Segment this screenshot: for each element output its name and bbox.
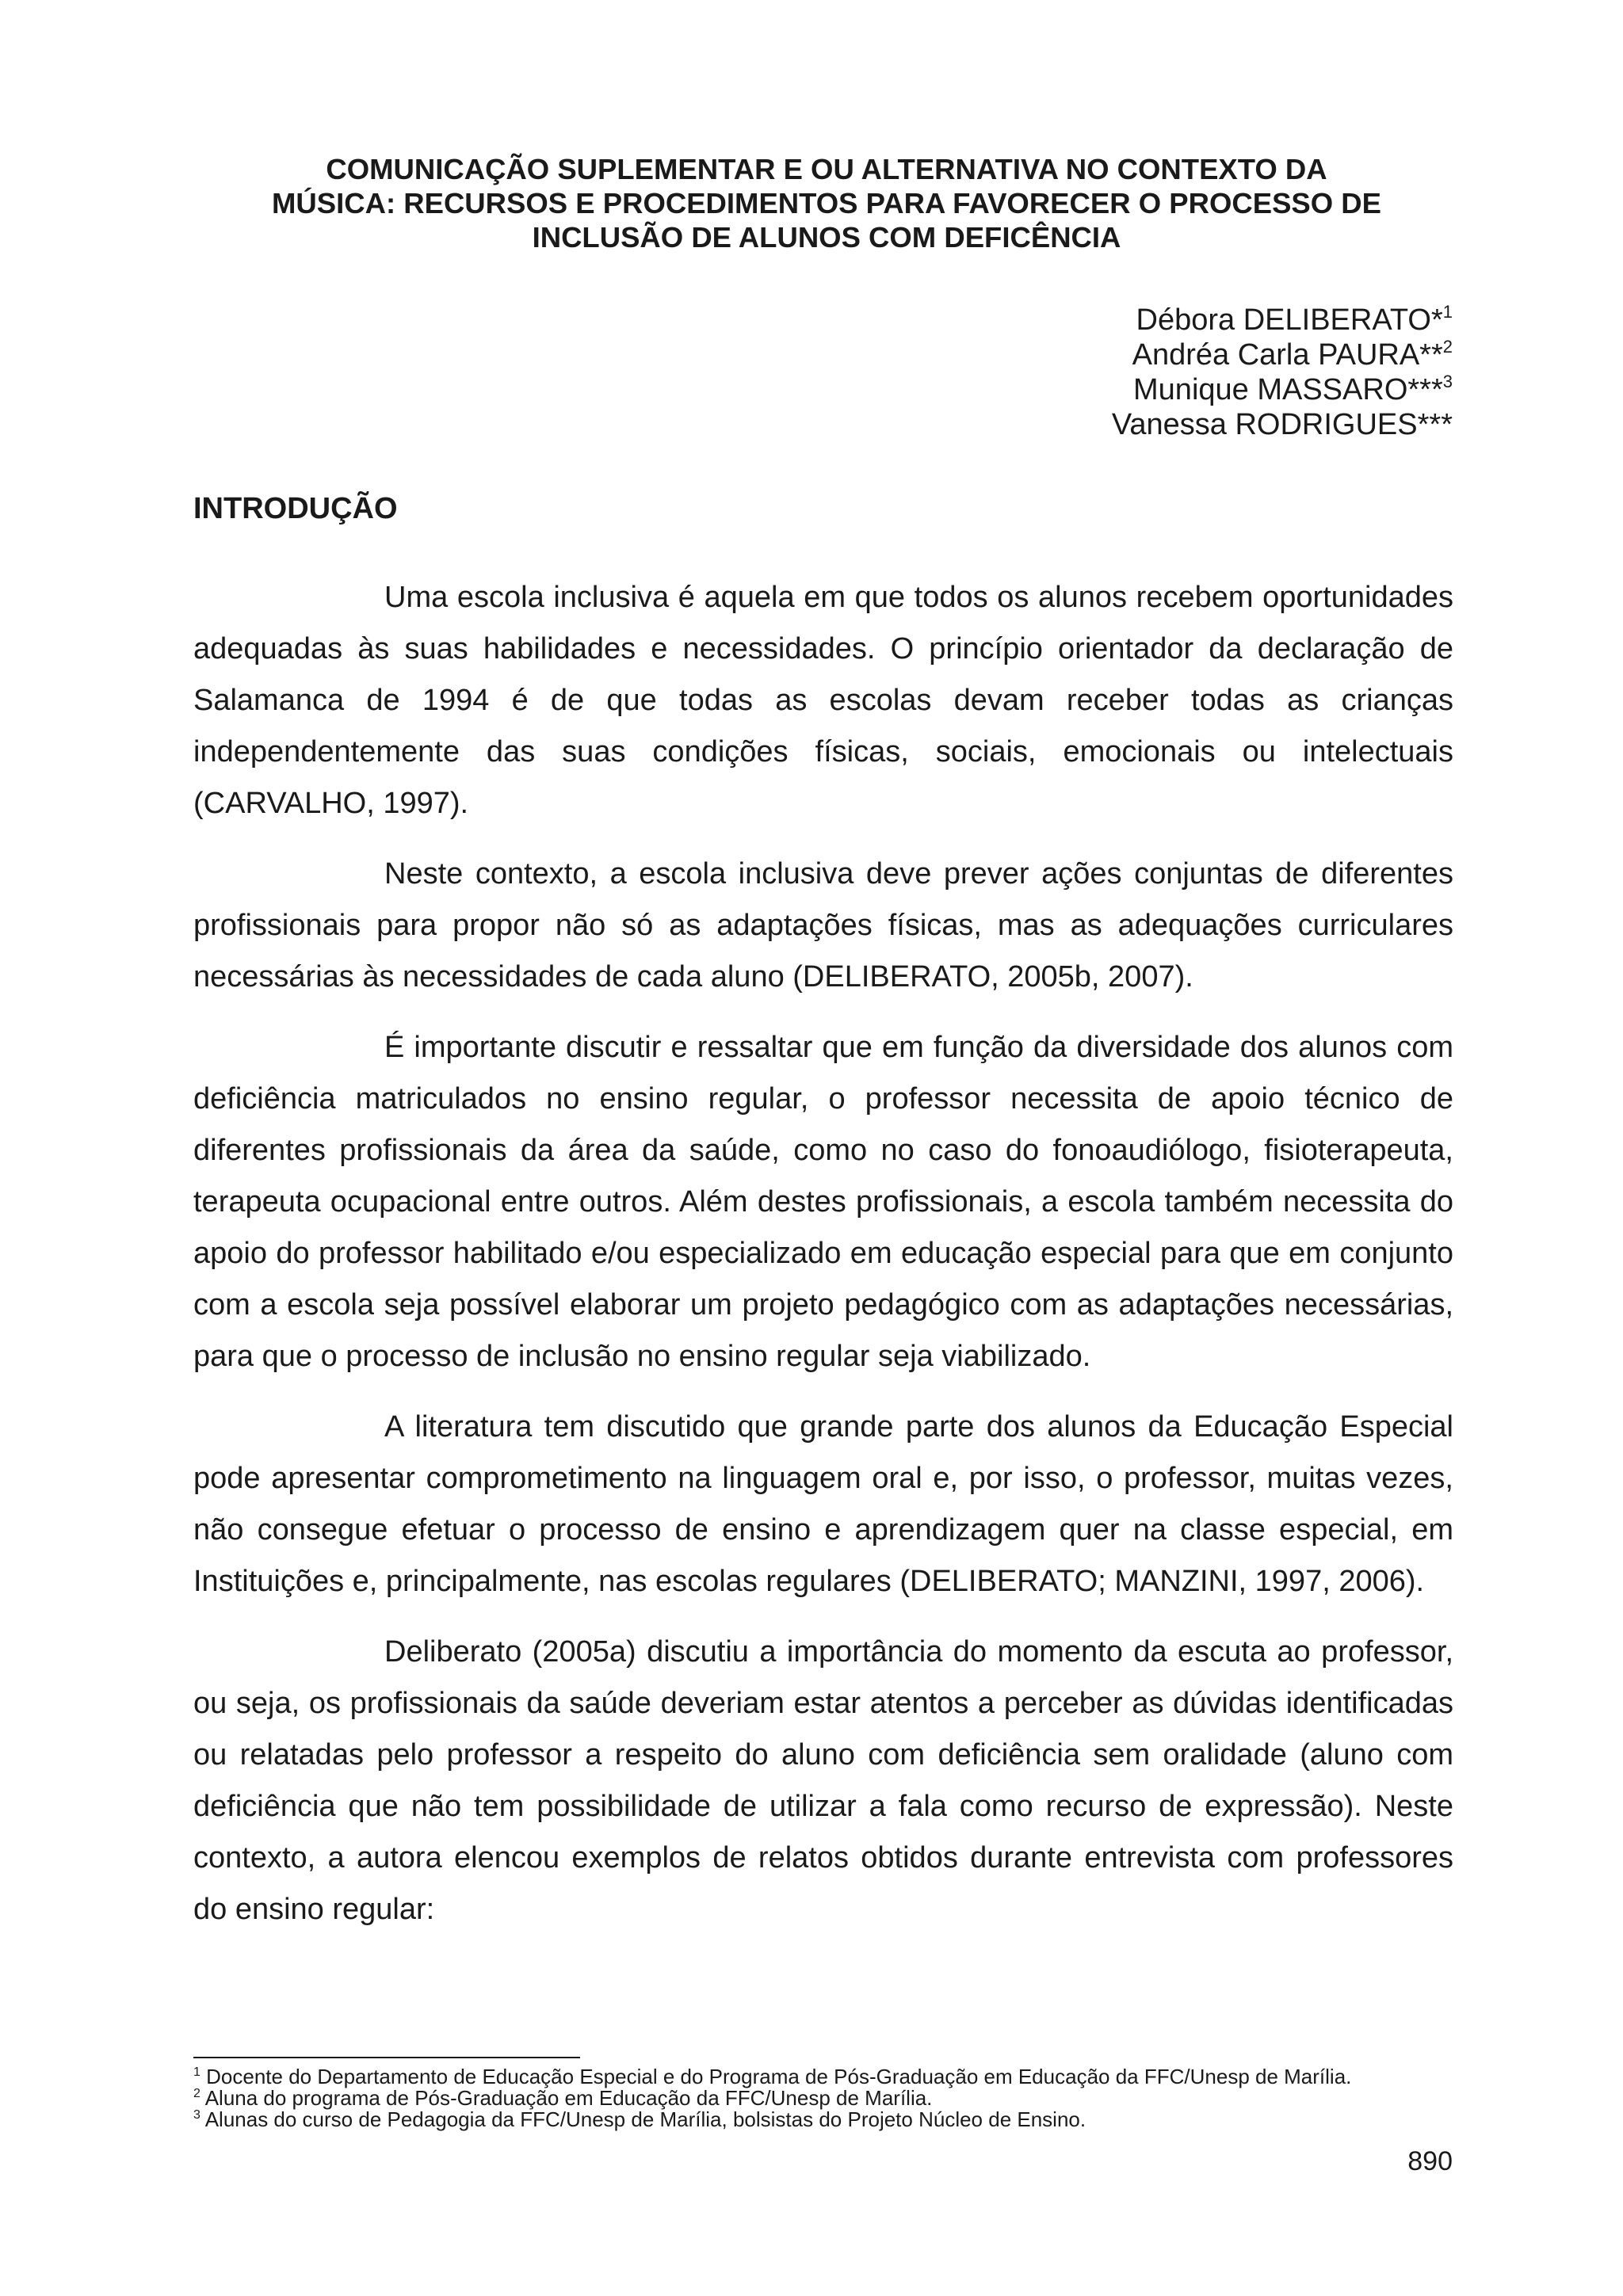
footnote-mark: 2: [193, 2087, 200, 2100]
footnotes: [193, 2066, 1461, 2130]
footnote-mark: 3: [193, 2108, 200, 2122]
footnote: [193, 2066, 1461, 2088]
footnote-mark: 1: [193, 2065, 200, 2079]
paper-title: [193, 152, 1461, 254]
title-line: MÚSICA: RECURSOS E PROCEDIMENTOS PARA FAVORECER O PROCESSO DE: [271, 187, 1381, 219]
author-name: Débora DELIBERATO*: [1136, 303, 1443, 337]
title-line: INCLUSÃO DE ALUNOS COM DEFICÊNCIA: [532, 221, 1121, 254]
footnote: [193, 2088, 1461, 2109]
author-name: Vanessa RODRIGUES***: [1111, 408, 1453, 441]
section-heading: INTRODUÇÃO: [193, 492, 398, 525]
footnote-text: Aluna do programa de Pós-Graduação em Educação da FFC/Unesp de Marília.: [200, 2086, 933, 2110]
footnote-mark: 1: [1442, 302, 1453, 322]
paragraph: Uma escola inclusiva é aquela em que todos os alunos recebem oportunidades adequadas às suas habilidades e necessidades. O princípio orientador da declaração de Salamanca de 1994 é de que todas as escolas devam receber todas as crianças independentemente das suas condições físicas, sociais, emocionais ou intelectuais (CARVALHO, 1997).: [193, 581, 1453, 820]
paragraph: Deliberato (2005a) discutiu a importância do momento da escuta ao professor, ou seja, os profissionais da saúde deveriam estar atentos a perceber as dúvidas identificadas ou relatadas pelo professor a respeito do aluno com deficiência sem oralidade (aluno com deficiência que não tem possibilidade de utilizar a fala como recurso de expressão). Neste contexto, a autora elencou exemplos de relatos obtidos durante entrevista com professores do ensino regular:: [193, 1635, 1453, 1926]
footnote: [193, 2109, 1461, 2130]
author-list: [1112, 303, 1453, 442]
author: [1112, 372, 1453, 407]
author-name: Andréa Carla PAURA**: [1132, 338, 1443, 372]
footnote-mark: 2: [1442, 337, 1453, 357]
footnote-mark: 3: [1442, 372, 1453, 391]
paragraph: A literatura tem discutido que grande parte dos alunos da Educação Especial pode apresentar comprometimento na linguagem oral e, por isso, o professor, muitas vezes, não consegue efetuar o processo de ensino e aprendizagem quer na classe especial, em Instituições e, principalmente, nas escolas regulares (DELIBERATO; MANZINI, 1997, 2006).: [193, 1410, 1453, 1598]
page-number: 890: [1407, 2146, 1453, 2176]
footnote-text: Alunas do curso de Pedagogia da FFC/Unesp de Marília, bolsistas do Projeto Núcleo de Ensino.: [200, 2107, 1086, 2131]
footnote-text: Docente do Departamento de Educação Especial e do Programa de Pós-Graduação em Educação da FFC/Unesp de Marília.: [200, 2065, 1352, 2088]
paragraph: É importante discutir e ressaltar que em função da diversidade dos alunos com deficiência matriculados no ensino regular, o professor necessita de apoio técnico de diferentes profissionais da área da saúde, como no caso do fonoaudiólogo, fisioterapeuta, terapeuta ocupacional entre outros. Além destes profissionais, a escola também necessita do apoio do professor habilitado e/ou especializado em educação especial para que em conjunto com a escola seja possível elaborar um projeto pedagógico com as adaptações necessárias, para que o processo de inclusão no ensino regular seja viabilizado.: [193, 1031, 1453, 1373]
author: [1112, 303, 1453, 338]
footnote-divider: [193, 2057, 580, 2058]
paragraph: Neste contexto, a escola inclusiva deve prever ações conjuntas de diferentes profissionais para propor não só as adaptações físicas, mas as adequações curriculares necessárias às necessidades de cada aluno (DELIBERATO, 2005b, 2007).: [193, 857, 1453, 994]
body-text: [193, 572, 1453, 1955]
author: [1112, 338, 1453, 372]
author-name: Munique MASSARO***: [1133, 373, 1443, 406]
author: [1112, 407, 1453, 442]
title-line: COMUNICAÇÃO SUPLEMENTAR E OU ALTERNATIVA NO CONTEXTO DA: [326, 153, 1327, 185]
